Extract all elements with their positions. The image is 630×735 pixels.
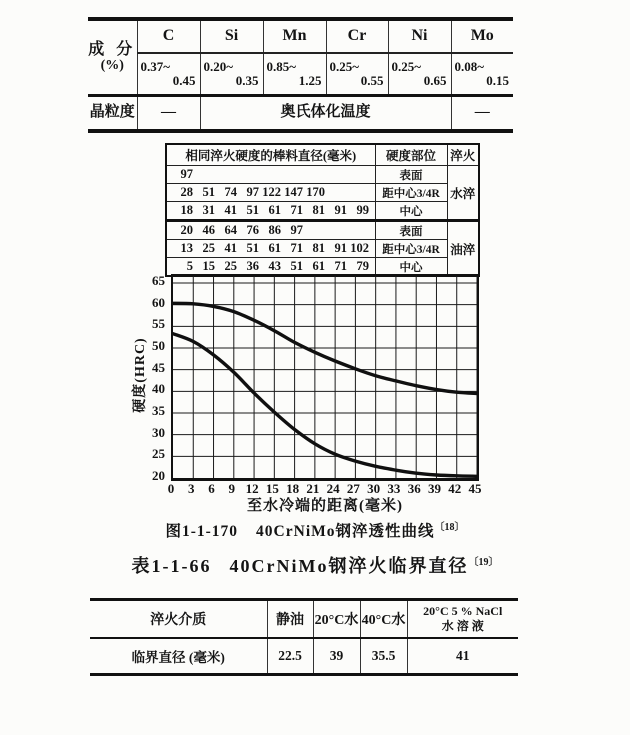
diameter-value: 64 bbox=[224, 223, 237, 237]
diameter-value: 46 bbox=[202, 223, 215, 237]
x-axis-title: 至水冷端的距离(毫米) bbox=[247, 498, 403, 514]
element-symbol: Mn bbox=[263, 19, 326, 53]
nacl-col-header bbox=[407, 600, 518, 639]
element-range-cell bbox=[200, 53, 263, 96]
y-tick-label: 50 bbox=[152, 338, 165, 353]
hardness-position-cell: 中心 bbox=[375, 202, 447, 221]
y-tick-label: 20 bbox=[152, 468, 165, 483]
diameter-value: 51 bbox=[202, 185, 215, 199]
diameter-value: 25 bbox=[202, 241, 215, 255]
diameter-value: 71 bbox=[290, 241, 303, 255]
quench-medium-header: 淬火介质 bbox=[90, 600, 267, 639]
diameter-value: 79 bbox=[356, 259, 369, 273]
x-tick-label: 3 bbox=[188, 481, 195, 496]
hardness-position-cell: 距中心3/4R bbox=[375, 184, 447, 202]
x-tick-label: 0 bbox=[167, 481, 175, 496]
diameter-value: 41 bbox=[224, 203, 237, 217]
diameter-value: 36 bbox=[246, 259, 259, 273]
grain-size-label: 晶粒度 bbox=[88, 96, 137, 132]
y-tick-label: 60 bbox=[152, 294, 165, 310]
x-tick-label: 18 bbox=[286, 481, 300, 496]
range-max: 0.65 bbox=[423, 73, 447, 88]
hardenability-table bbox=[165, 143, 480, 277]
hardenability-col-header: 硬度部位 bbox=[375, 144, 447, 166]
chart-svg bbox=[173, 276, 477, 478]
diameter-value: 71 bbox=[334, 259, 347, 273]
diameter-value: 74 bbox=[224, 185, 237, 199]
element-symbol: C bbox=[137, 19, 200, 53]
composition-header-row bbox=[88, 19, 513, 53]
range-min: 0.37~ bbox=[140, 59, 171, 75]
element-range-cell bbox=[388, 53, 451, 96]
y-tick-label: 25 bbox=[152, 446, 165, 462]
element-range-cell bbox=[137, 53, 200, 96]
table-caption-label: 表1-1-66 bbox=[131, 556, 212, 576]
x-tick-label: 6 bbox=[208, 481, 215, 496]
table-caption-ref: 〔19〕 bbox=[468, 557, 499, 568]
range-min: 0.08~ bbox=[454, 59, 485, 75]
critical-diameter-value: 35.5 bbox=[360, 638, 407, 675]
hardenability-data-row bbox=[166, 221, 479, 240]
diameter-value: 61 bbox=[268, 203, 281, 217]
figure-caption-ref: 〔18〕 bbox=[434, 522, 465, 533]
critical-diameter-table bbox=[90, 598, 518, 676]
diameter-value: 97 bbox=[180, 167, 193, 181]
diameter-value: 147 bbox=[284, 185, 303, 199]
austenitizing-dash: — bbox=[451, 96, 513, 132]
x-tick-label: 27 bbox=[346, 481, 360, 496]
diameter-value: 5 bbox=[186, 259, 193, 273]
diameters-cell bbox=[166, 166, 375, 184]
diameter-value: 86 bbox=[268, 223, 281, 237]
y-axis-title: 硬度(HRC) bbox=[133, 337, 148, 413]
figure-caption-label: 图1-1-170 bbox=[165, 523, 239, 541]
y-tick-label: 40 bbox=[152, 381, 165, 397]
table-caption bbox=[45, 552, 585, 578]
range-max: 0.55 bbox=[360, 73, 384, 88]
hardenability-chart bbox=[120, 264, 540, 514]
diameter-value: 61 bbox=[312, 259, 325, 273]
figure-caption-title: 40CrNiMo钢淬透性曲线 bbox=[256, 523, 435, 541]
composition-label-top: 成 分 bbox=[88, 40, 137, 58]
medium-col-header: 40°C水 bbox=[360, 600, 407, 639]
x-tick-label: 9 bbox=[228, 481, 236, 496]
critical-diameter-row-label: 临界直径 (毫米) bbox=[131, 650, 225, 665]
element-range-cell bbox=[451, 53, 513, 96]
range-max: 1.25 bbox=[298, 73, 322, 88]
element-symbol: Mo bbox=[451, 19, 513, 53]
grain-size-row bbox=[88, 96, 513, 132]
hardenability-data-row bbox=[166, 202, 479, 221]
element-symbol: Cr bbox=[326, 19, 388, 53]
figure-caption bbox=[75, 518, 555, 541]
range-min: 0.85~ bbox=[266, 59, 297, 75]
diameter-value: 170 bbox=[306, 185, 325, 199]
crit-data-row bbox=[90, 638, 518, 675]
x-tick-label: 33 bbox=[387, 481, 401, 496]
composition-table bbox=[88, 17, 513, 133]
diameter-value: 91 bbox=[334, 241, 347, 255]
range-max: 0.35 bbox=[235, 73, 259, 88]
diameters-cell bbox=[166, 240, 375, 258]
critical-diameter-value: 41 bbox=[407, 638, 518, 675]
y-tick-label: 30 bbox=[152, 424, 165, 440]
x-tick-label: 15 bbox=[265, 481, 279, 496]
hardness-position-cell: 距中心3/4R bbox=[375, 240, 447, 258]
diameter-value: 97 bbox=[290, 223, 303, 237]
y-tick-label: 35 bbox=[152, 403, 165, 418]
hardenability-data-row bbox=[166, 240, 479, 258]
critical-diameter-value: 39 bbox=[313, 638, 360, 675]
diameter-value: 15 bbox=[202, 259, 215, 273]
composition-values-row bbox=[88, 53, 513, 96]
diameter-value: 97 bbox=[246, 185, 259, 199]
element-range-cell bbox=[263, 53, 326, 96]
crit-header-row bbox=[90, 600, 518, 639]
hardness-position-cell: 表面 bbox=[375, 221, 447, 240]
range-min: 0.25~ bbox=[391, 59, 422, 75]
x-tick-label: 45 bbox=[468, 481, 482, 496]
y-tick-label: 45 bbox=[152, 359, 165, 375]
element-range-cell bbox=[326, 53, 388, 96]
diameter-value: 25 bbox=[224, 259, 237, 273]
hardenability-data-row bbox=[166, 166, 479, 184]
diameter-value: 81 bbox=[312, 203, 325, 217]
diameter-value: 31 bbox=[202, 203, 215, 217]
y-tick-label: 55 bbox=[152, 316, 165, 332]
diameter-value: 51 bbox=[290, 259, 303, 273]
hardness-position-cell: 表面 bbox=[375, 166, 447, 184]
x-tick-label: 12 bbox=[245, 481, 259, 496]
diameter-value: 20 bbox=[180, 223, 193, 237]
diameter-value: 76 bbox=[246, 223, 259, 237]
diameters-cell bbox=[166, 184, 375, 202]
diameter-value: 81 bbox=[312, 241, 325, 255]
diameter-value: 43 bbox=[268, 259, 281, 273]
range-min: 0.25~ bbox=[329, 59, 360, 75]
x-tick-label: 21 bbox=[306, 481, 320, 496]
austenitizing-temp-label: 奥氏体化温度 bbox=[200, 96, 451, 132]
x-tick-label: 30 bbox=[367, 481, 381, 496]
diameter-value: 41 bbox=[224, 241, 237, 255]
composition-label-bottom: (%) bbox=[100, 57, 124, 73]
hardenability-col-header: 相同淬火硬度的棒料直径(毫米) bbox=[166, 144, 375, 166]
element-symbol: Si bbox=[200, 19, 263, 53]
nacl-line1: 20°C 5 % NaCl bbox=[423, 604, 503, 618]
range-max: 0.15 bbox=[486, 73, 509, 88]
diameter-value: 122 bbox=[262, 185, 281, 199]
x-tick-label: 36 bbox=[407, 481, 421, 496]
diameters-cell bbox=[166, 221, 375, 240]
diameter-value: 18 bbox=[180, 203, 193, 217]
medium-col-header: 20°C水 bbox=[313, 600, 360, 639]
diameter-value: 13 bbox=[180, 241, 193, 255]
nacl-line2: 水 溶 液 bbox=[441, 619, 484, 633]
y-tick-label: 65 bbox=[152, 273, 165, 288]
diameters-cell bbox=[166, 202, 375, 221]
x-tick-label: 42 bbox=[448, 481, 462, 496]
x-tick-label: 24 bbox=[326, 481, 340, 496]
diameter-value: 61 bbox=[268, 241, 281, 255]
diameter-value: 51 bbox=[246, 203, 259, 217]
diameter-value: 91 bbox=[334, 203, 347, 217]
diameter-value: 102 bbox=[350, 241, 369, 255]
composition-row-label bbox=[88, 19, 137, 96]
quench-medium-cell: 水淬 bbox=[447, 166, 479, 221]
hardness-position-cell: 中心 bbox=[375, 258, 447, 277]
diameter-value: 99 bbox=[356, 203, 369, 217]
element-symbol: Ni bbox=[388, 19, 451, 53]
hardenability-data-row bbox=[166, 184, 479, 202]
diameter-value: 28 bbox=[180, 185, 193, 199]
hardenability-col-header: 淬火 bbox=[447, 144, 479, 166]
critical-diameter-value: 22.5 bbox=[267, 638, 313, 675]
hardenability-header-row bbox=[166, 144, 479, 166]
range-min: 0.20~ bbox=[203, 59, 234, 75]
plot-area bbox=[171, 274, 479, 481]
range-max: 0.45 bbox=[172, 73, 196, 88]
x-tick-label: 39 bbox=[427, 481, 441, 496]
table-caption-title: 40CrNiMo钢淬火临界直径 bbox=[229, 556, 469, 576]
grain-size-dash: — bbox=[137, 96, 200, 132]
diameter-value: 51 bbox=[246, 241, 259, 255]
diameter-value: 71 bbox=[290, 203, 303, 217]
quench-medium-cell: 油淬 bbox=[447, 221, 479, 277]
medium-col-header: 静油 bbox=[267, 600, 313, 639]
